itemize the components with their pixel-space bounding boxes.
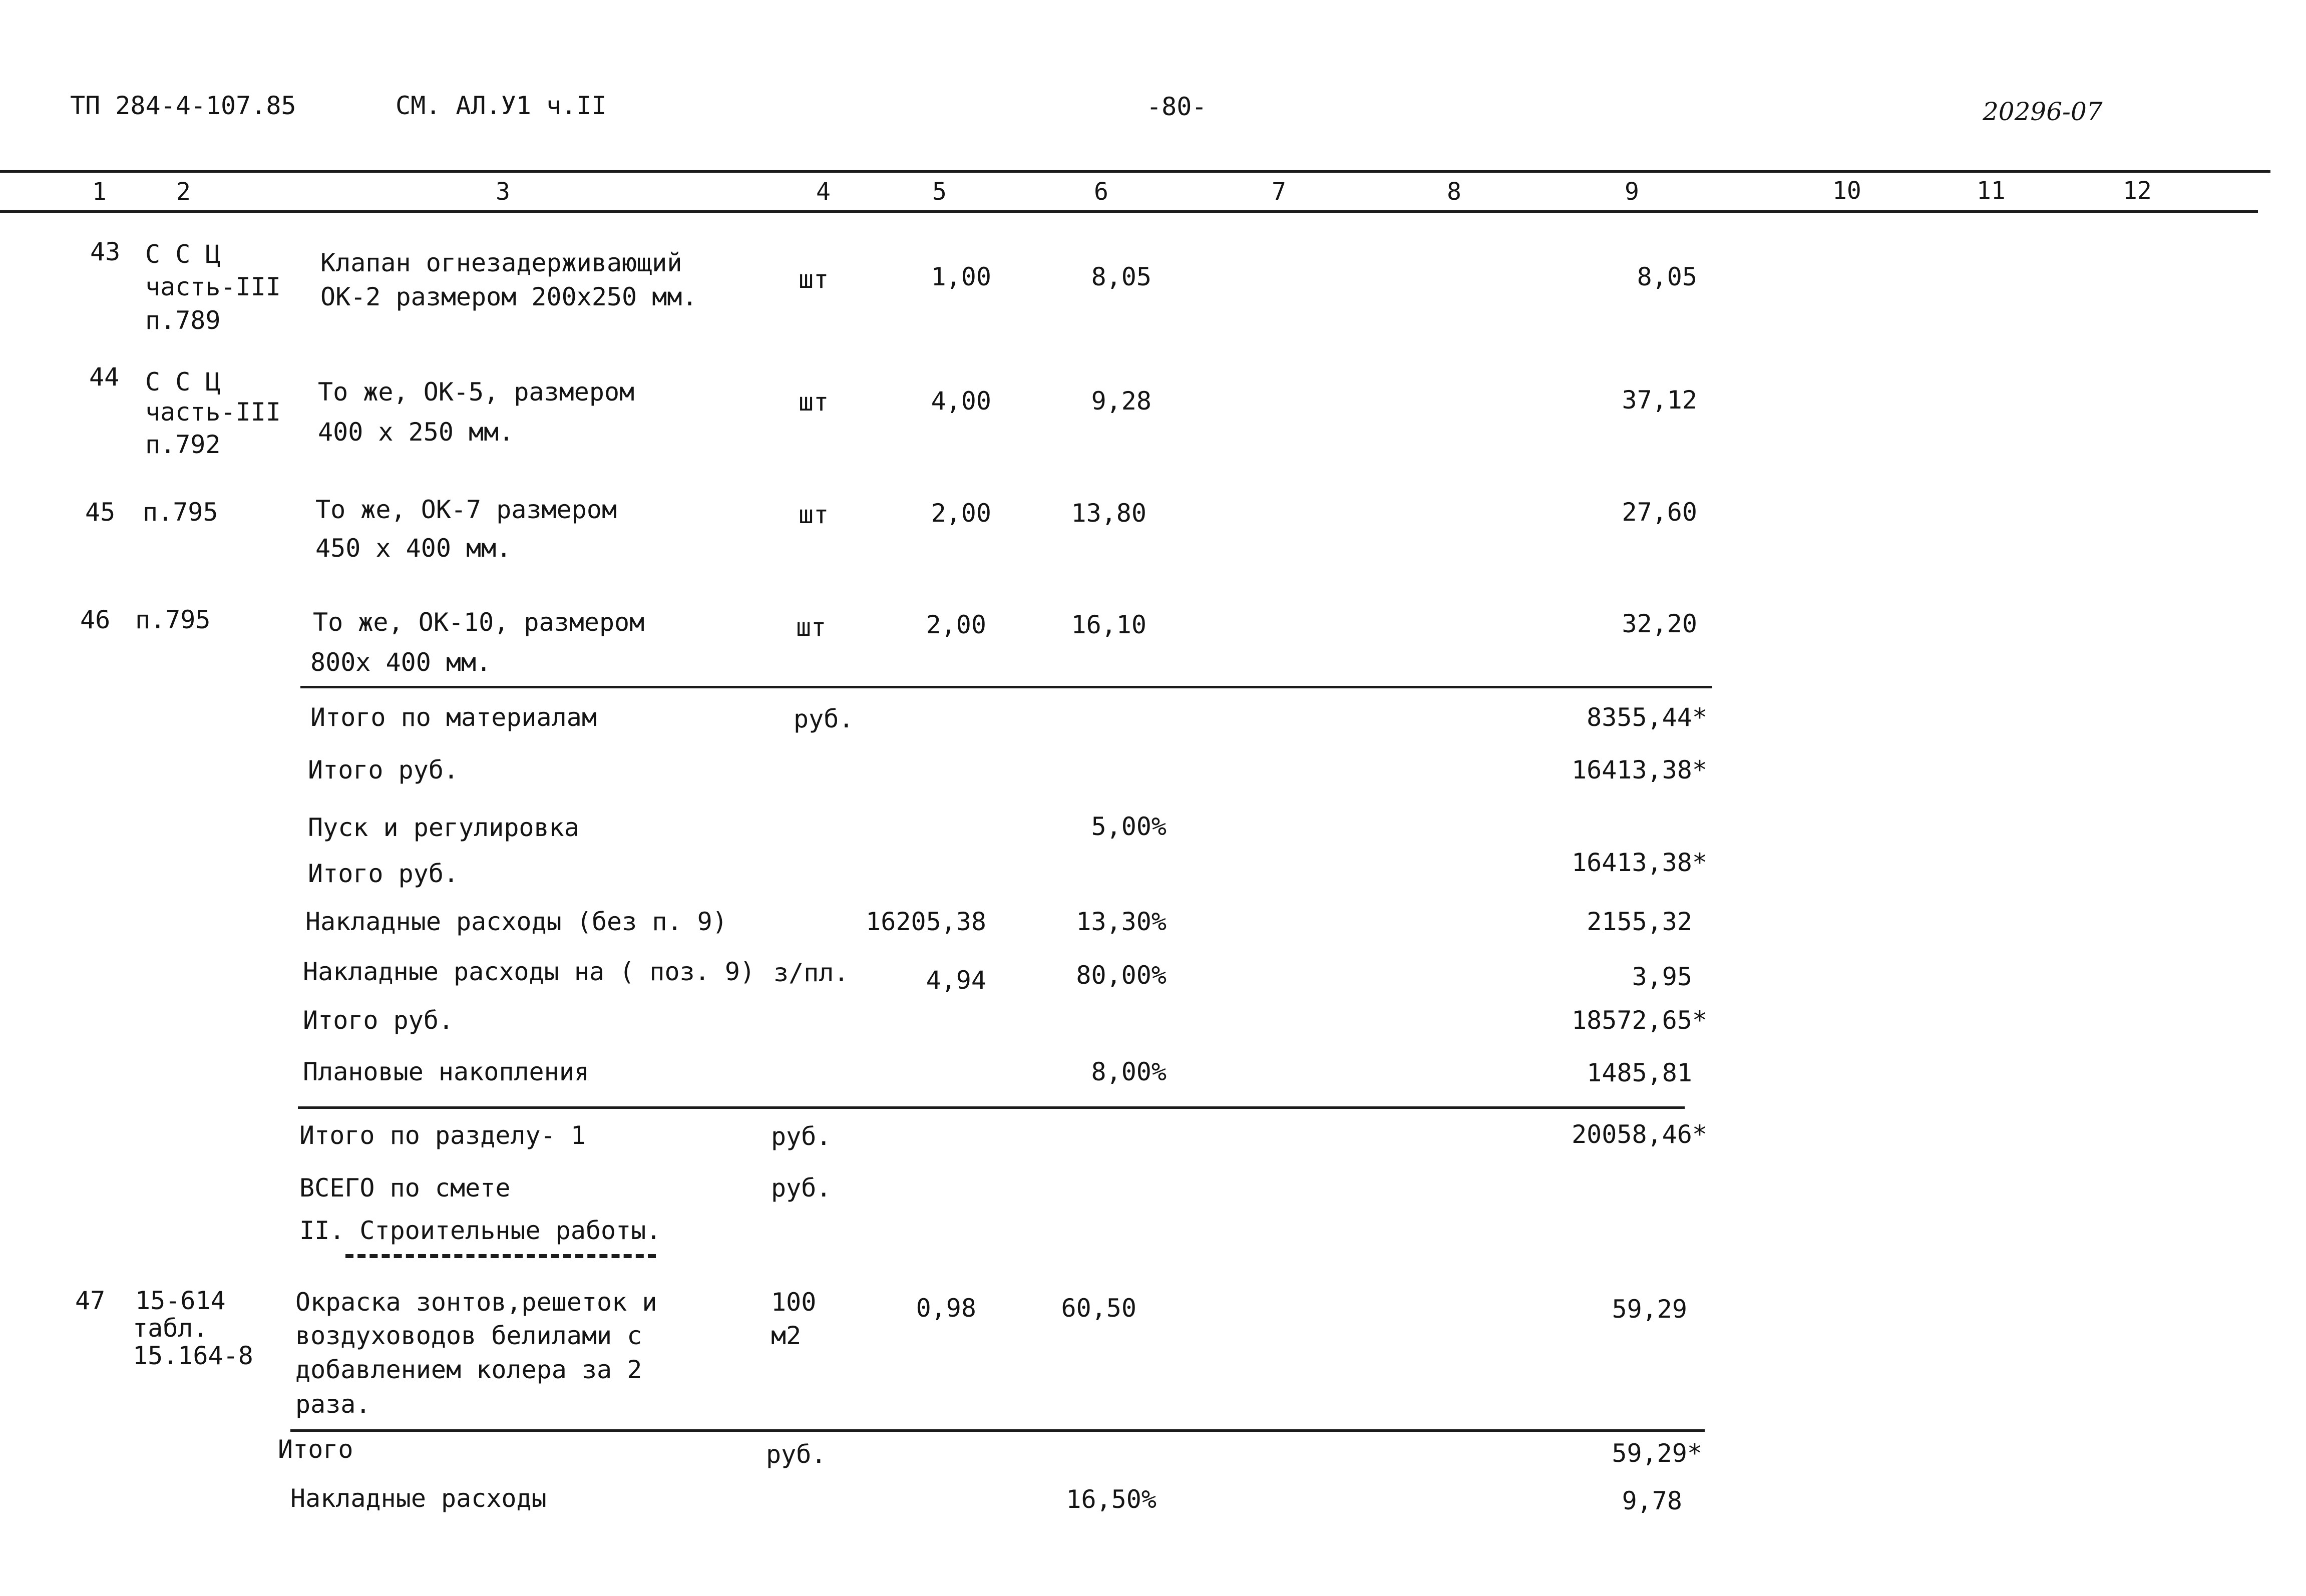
summary-label: Итого по разделу- 1 <box>299 1121 586 1150</box>
col-header-8: 8 <box>1447 178 1461 206</box>
col-header-10: 10 <box>1832 177 1861 205</box>
row-total: 32,20 <box>1622 609 1697 638</box>
doc-code: ТП 284-4-107.85 <box>70 91 296 120</box>
section-total-rule <box>298 1106 1685 1109</box>
summary-label: Итого руб. <box>303 1006 454 1035</box>
row-total: 37,12 <box>1622 385 1697 415</box>
col-header-3: 3 <box>496 178 510 206</box>
summary-label: Итого руб. <box>308 755 459 784</box>
row-number: 44 <box>89 362 120 391</box>
col-header-11: 11 <box>1977 177 2006 205</box>
row-quantity: 1,00 <box>931 262 991 291</box>
row-reference: табл. <box>133 1314 208 1343</box>
row-description: воздуховодов белилами с <box>295 1321 642 1350</box>
row-unit: шт <box>799 265 829 294</box>
summary-total: 2155,32 <box>1587 907 1692 936</box>
summary-rate: 13,30% <box>1076 907 1167 936</box>
row-reference: С С Ц <box>145 240 221 269</box>
summary-unit: руб. <box>766 1440 827 1469</box>
row-quantity: 0,98 <box>916 1294 976 1323</box>
col-header-9: 9 <box>1625 178 1639 206</box>
row-reference: часть-III <box>145 272 281 301</box>
row-total: 59,29 <box>1612 1295 1687 1324</box>
summary-unit: руб. <box>771 1173 832 1203</box>
row-price: 9,28 <box>1091 386 1151 416</box>
row-reference: 15-614 <box>135 1286 226 1315</box>
row-description: 800х 400 мм. <box>310 648 492 677</box>
row-description: То же, ОК-10, размером <box>313 608 645 637</box>
row-total: 27,60 <box>1622 498 1697 527</box>
summary-label: Пуск и регулировка <box>308 813 579 842</box>
summary-label: Итого по материалам <box>310 703 597 732</box>
row-quantity: 2,00 <box>926 610 986 639</box>
header-bottom-rule <box>0 210 2258 213</box>
row-description: 450 х 400 мм. <box>315 534 512 563</box>
row-reference: часть-III <box>145 397 281 427</box>
summary-label: ВСЕГО по смете <box>299 1173 511 1203</box>
row-number: 47 <box>75 1286 106 1315</box>
row-price: 60,50 <box>1061 1294 1136 1323</box>
row-number: 46 <box>80 605 111 634</box>
summary-total: 16413,38* <box>1572 755 1707 784</box>
summary-total: 3,95 <box>1632 962 1692 991</box>
summary-label: Накладные расходы на ( поз. 9) <box>303 957 755 986</box>
section-title-underline <box>345 1254 656 1258</box>
summary-total: 18572,65* <box>1572 1006 1707 1035</box>
row-reference: п.795 <box>135 605 211 634</box>
summary-total: 8355,44* <box>1587 703 1707 732</box>
summary-total: 1485,81 <box>1587 1058 1692 1087</box>
row-reference: 15.164-8 <box>133 1341 253 1370</box>
summary-label: Накладные расходы (без п. 9) <box>305 907 727 936</box>
col-header-7: 7 <box>1272 178 1286 206</box>
row-quantity: 4,00 <box>931 386 991 416</box>
summary-rate: 5,00% <box>1091 812 1167 841</box>
summary-unit: з/пл. <box>774 958 849 987</box>
summary-total: 59,29* <box>1612 1439 1702 1468</box>
row-unit: шт <box>799 387 829 417</box>
summary-total: 20058,46* <box>1572 1120 1707 1149</box>
row-reference: п.792 <box>145 430 221 459</box>
summary-rate: 8,00% <box>1091 1057 1167 1086</box>
summary-label: Плановые накопления <box>303 1057 589 1086</box>
col-header-4: 4 <box>816 178 831 206</box>
row-description: То же, ОК-5, размером <box>318 377 635 407</box>
summary-base: 16205,38 <box>866 907 986 936</box>
col-header-2: 2 <box>176 178 191 206</box>
row-unit: шт <box>799 500 829 529</box>
row-number: 43 <box>90 237 121 266</box>
summary-label: Итого <box>278 1435 353 1464</box>
row-reference: п.795 <box>143 498 218 527</box>
row-unit: м2 <box>771 1321 802 1350</box>
summary-total: 16413,38* <box>1572 848 1707 877</box>
summary-unit: руб. <box>771 1122 832 1151</box>
row-price: 16,10 <box>1071 610 1146 639</box>
row-quantity: 2,00 <box>931 499 991 528</box>
row-reference: С С Ц <box>145 367 221 396</box>
summary-total: 9,78 <box>1622 1486 1682 1515</box>
page-number: -80- <box>1146 92 1207 121</box>
summary-base: 4,94 <box>926 966 986 995</box>
row-description: Окраска зонтов,решеток и <box>295 1288 657 1317</box>
col-header-12: 12 <box>2123 177 2152 205</box>
col-header-1: 1 <box>92 178 107 206</box>
row-price: 8,05 <box>1091 262 1151 291</box>
row-reference: п.789 <box>145 306 221 335</box>
row-number: 45 <box>85 498 116 527</box>
album-ref: СМ. АЛ.У1 ч.II <box>396 91 607 120</box>
summary-rate: 80,00% <box>1076 961 1167 990</box>
row-description: Клапан огнезадерживающий <box>320 248 682 277</box>
subtotal-rule <box>290 1429 1705 1432</box>
row-unit: шт <box>796 613 827 642</box>
summary-label: Накладные расходы <box>290 1484 547 1513</box>
archive-number: 20296-07 <box>1983 97 2103 126</box>
col-header-5: 5 <box>932 178 947 206</box>
row-description: ОК-2 размером 200х250 мм. <box>320 282 697 311</box>
section-title: II. Строительные работы. <box>299 1216 661 1245</box>
row-description: раза. <box>295 1390 371 1419</box>
row-unit: 100 <box>771 1288 817 1317</box>
row-description: То же, ОК-7 размером <box>315 495 617 524</box>
subtotal-rule <box>300 686 1712 688</box>
header-top-rule <box>0 170 2270 173</box>
row-description: 400 х 250 мм. <box>318 418 514 447</box>
row-total: 8,05 <box>1637 262 1697 291</box>
col-header-6: 6 <box>1094 178 1108 206</box>
row-description: добавлением колера за 2 <box>295 1355 642 1384</box>
summary-rate: 16,50% <box>1066 1485 1157 1514</box>
summary-unit: руб. <box>794 704 854 733</box>
summary-label: Итого руб. <box>308 859 459 888</box>
row-price: 13,80 <box>1071 499 1146 528</box>
